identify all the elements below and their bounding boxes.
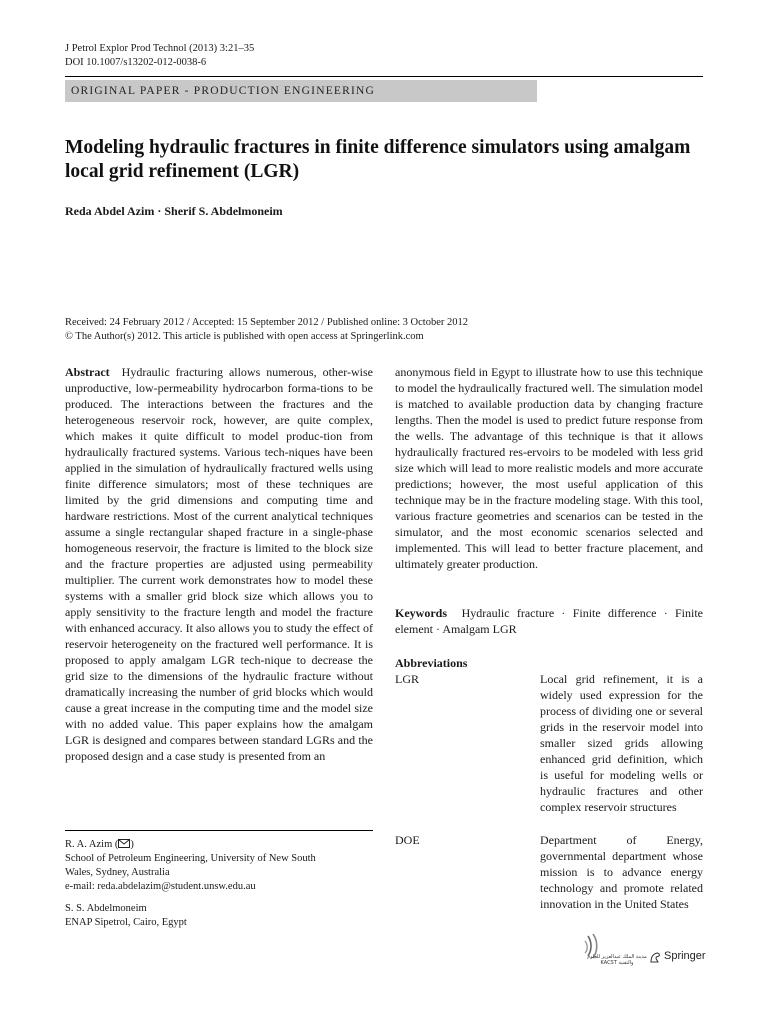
affiliation-1-close: )	[130, 839, 134, 850]
abbr-def-doe: Department of Energy, governmental department whose mission is to advance energy technology and promote related innovation in the United States	[540, 833, 703, 911]
abbr-term-lgr: LGR	[395, 672, 419, 686]
affiliation-1-email[interactable]: e-mail: reda.abdelazim@student.unsw.edu.au	[65, 881, 256, 892]
kacst-logo-text: مدينة الملك عبدالعزيز للعلوم والتقنية KACST	[587, 954, 647, 966]
abstract-right: anonymous field in Egypt to illustrate how to use this technique to model the hydraulically fractured well. The simulation model is matched to available production data by changing fracture lengths. Then the model is used to predict future response from the wells. The advantage of this technique is that it allows hydraulically fractured res-ervoirs to be modeled with less grid size which will lead to more realistic models and more accurate predictions; however, the most useful application of this technique may be in the fracture modeling stage. With this tool, various fracture geometries and scenarios can be tested in the simulator, and the most economic scenarios selected and implemented. This will lead to better fracture placement, and ultimately greater production.	[395, 365, 703, 571]
affiliation-1-line2: Wales, Sydney, Australia	[65, 867, 170, 878]
abstract-text: Hydraulic fracturing allows numerous, other-wise unproductive, low-permeability hydrocarbon forma-tions to be produced. The interactions between the fractures and the heterogeneous reservoir rock, however, are quite complex, which makes it quite difficult to model produc-tion from hydraulically fractured systems. Various tech-niques have been applied in the simulation of hydraulically fractured wells using finite difference simulators; most of these techniques are limited by the grid dimensions and computing time and hardware restrictions. Most of the current analytical techniques assume a single rectangular shaped fracture in a single-phase homogeneous reservoir, the fracture is limited to the block size and the fracture properties are adjusted using permeability multiplier. The current work demonstrates how to model these systems with a smaller grid block size which allows you to apply sensitivity to the fracture length and model the fracture with enhanced accuracy. It also allows you to study the effect of reservoir heterogeneity on the fractured well performance. It is proposed to apply amalgam LGR tech-nique to decrease the grid size to the dimensions of the hydraulic fracture without dramatically increasing the number of grid blocks which would cause a great increase in the computing time and the model size with no added value. This paper explains how the amalgam LGR is designed and compares between standard LGRs and the proposed design and a case study is presented from an	[65, 365, 374, 763]
doi: DOI 10.1007/s13202-012-0038-6	[65, 57, 207, 68]
footnote-rule	[65, 830, 373, 831]
section-band	[65, 80, 537, 102]
copyright: © The Author(s) 2012. This article is published with open access at Springerlink.com	[65, 331, 424, 342]
keywords-label: Keywords	[395, 606, 447, 620]
header-rule	[65, 76, 703, 77]
affiliation-1-line1: School of Petroleum Engineering, University of New South	[65, 853, 316, 864]
affiliation-1	[65, 838, 375, 894]
abstract-left	[65, 364, 373, 764]
dates: Received: 24 February 2012 / Accepted: 15 September 2012 / Published online: 3 October 2012	[65, 317, 468, 328]
keywords-text: Hydraulic fracture · Finite difference · Finite element · Amalgam LGR	[395, 606, 703, 636]
abstract-label: Abstract	[65, 365, 110, 379]
affiliation-2	[65, 902, 375, 930]
paper-title: Modeling hydraulic fractures in finite difference simulators using amalgam local grid refinement (LGR)	[65, 137, 691, 182]
abbreviations-heading: Abbreviations	[395, 656, 468, 670]
affiliation-2-name: S. S. Abdelmoneim	[65, 903, 147, 914]
affiliation-1-name	[65, 838, 375, 852]
envelope-icon	[118, 839, 130, 848]
affiliation-1-author: R. A. Azim (	[65, 839, 119, 850]
keywords	[395, 605, 703, 637]
publisher-logos	[582, 932, 706, 968]
section-band-label: ORIGINAL PAPER - PRODUCTION ENGINEERING	[71, 85, 376, 97]
abbr-def-lgr: Local grid refinement, it is a widely used expression for the process of dividing one or several grids in the reservoir model into smaller sized grids allowing enhanced grid definition, which is useful for modeling wells or hydraulic fractures and other complex reservoir structures	[540, 672, 703, 814]
springer-wordmark: Springer	[664, 950, 706, 962]
authors: Reda Abdel Azim · Sherif S. Abdelmoneim	[65, 204, 283, 218]
affiliation-2-line1: ENAP Sipetrol, Cairo, Egypt	[65, 917, 187, 928]
journal-citation: J Petrol Explor Prod Technol (2013) 3:21–35	[65, 43, 255, 54]
springer-horse-icon	[648, 950, 662, 964]
abbr-term-doe: DOE	[395, 833, 420, 847]
